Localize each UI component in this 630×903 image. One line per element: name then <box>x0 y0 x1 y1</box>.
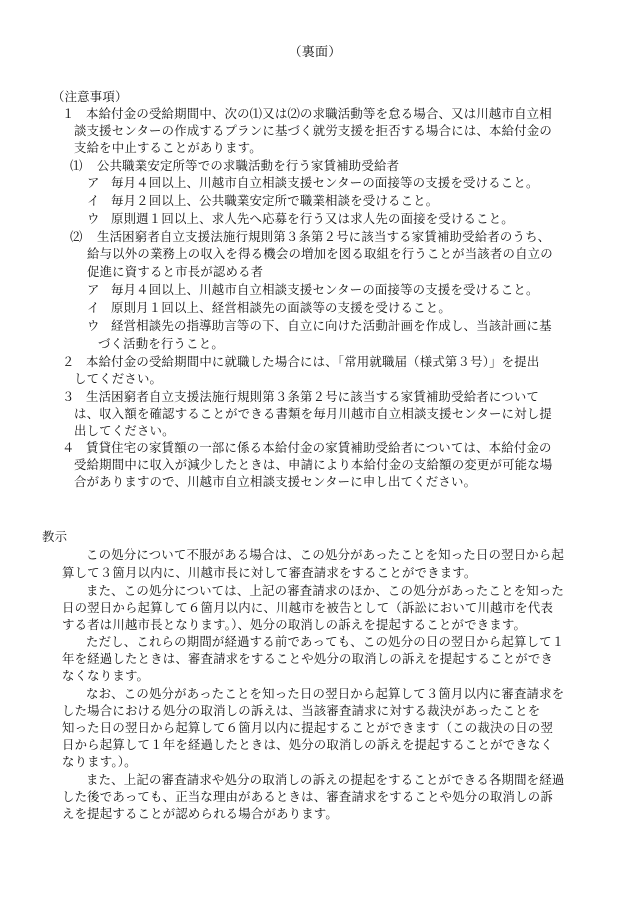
note-4-number: ４ <box>62 440 75 455</box>
note-1-line-3: 支給を中止することがあります。 <box>74 140 262 155</box>
sub-1-line-1: 公共職業安定所等での求職活動を行う家賃補助受給者 <box>97 158 400 173</box>
sub-2-point-a-kana: ア <box>87 282 100 297</box>
instruction-p2-line-3: する者は川越市長となります。）、処分の取消しの訴えを提起することができます。 <box>62 617 527 632</box>
sub-1-point-u-line: 原則週１回以上、求人先へ応募を行う又は求人先の面接を受けること。 <box>111 211 514 226</box>
sub-2-point-a-line: 毎月４回以上、川越市自立相談支援センターの面接等の支援を受けること。 <box>111 282 539 297</box>
sub-1-point-a-line: 毎月４回以上、川越市自立相談支援センターの面接等の支援を受けること。 <box>111 175 539 190</box>
sub-2-line-1: 生活困窮者自立支援法施行規則第３条第２号に該当する家賃補助受給者のうち、 <box>97 229 551 244</box>
sub-2-point-u-kana: ウ <box>87 318 100 333</box>
instruction-p3-line-1: ただし、これらの期間が経過する前であっても、この処分の日の翌日から起算して１ <box>86 634 565 649</box>
note-3-line-1: 生活困窮者自立支援法施行規則第３条第２号に該当する家賃補助受給者について <box>86 389 540 404</box>
note-3-number: ３ <box>62 389 75 404</box>
instruction-p3-line-2: 年を経過したときは、審査請求をすることや処分の取消しの訴えを提起することができ <box>62 651 554 666</box>
instruction-p1-line-2: 算して３箇月以内に、川越市長に対して審査請求をすることができます。 <box>62 565 477 580</box>
sub-1-point-i-kana: イ <box>87 193 100 208</box>
notes-heading: （注意事項） <box>52 89 128 104</box>
sub-2-point-u-line-2: づく活動を行うこと。 <box>98 336 224 351</box>
sub-1-point-u-kana: ウ <box>87 211 100 226</box>
instruction-p4-line-5: なります。）。 <box>62 754 137 769</box>
note-1-number: １ <box>62 106 75 121</box>
sub-1-point-a-kana: ア <box>87 175 100 190</box>
sub-2-point-u-line-1: 経営相談先の指導助言等の下、自立に向けた活動計画を作成し、当該計画に基 <box>111 318 552 333</box>
note-4-line-1: 賃貸住宅の家賃額の一部に係る本給付金の家賃補助受給者については、本給付金の <box>86 440 552 455</box>
instruction-p4-line-2: した場合における処分の取消しの訴えは、当該審査請求に対する裁決があったことを <box>62 703 541 718</box>
sub-2-line-3: 促進に資すると市長が認める者 <box>87 264 264 279</box>
sub-2-point-i-line: 原則月１回以上、経営相談先の面談等の支援を受けること。 <box>111 300 451 315</box>
sub-1-point-i-line: 毎月２回以上、公共職業安定所で職業相談を受けること。 <box>111 193 439 208</box>
sub-2-number: ⑵ <box>70 229 83 244</box>
page-title: （裏面） <box>288 45 342 60</box>
note-4-line-3: 合がありますので、川越市自立相談支援センターに申し出てください。 <box>74 474 477 489</box>
instruction-p5-line-3: えを提起することが認められる場合があります。 <box>62 806 339 821</box>
instruction-p3-line-3: なくなります。 <box>62 668 150 683</box>
instruction-p4-line-3: 知った日の翌日から起算して６箇月以内に提起することができます（この裁決の日の翌 <box>62 720 554 735</box>
note-3-line-3: 出してください。 <box>74 423 175 438</box>
note-2-line-2: してください。 <box>74 371 163 386</box>
note-1-line-1: 本給付金の受給期間中、次の⑴又は⑵の求職活動等を怠る場合、又は川越市自立相 <box>86 106 552 121</box>
instruction-p2-line-1: また、この処分については、上記の審査請求のほか、この処分があったことを知った <box>86 583 565 598</box>
sub-1-number: ⑴ <box>70 158 83 173</box>
instruction-p5-line-2: した後であっても、正当な理由があるときは、審査請求をすることや処分の取消しの訴 <box>62 789 553 804</box>
note-1-line-2: 談支援センターの作成するプランに基づく就労支援を拒否する場合には、本給付金の <box>74 123 552 138</box>
instruction-p5-line-1: また、上記の審査請求や処分の取消しの訴えの提起をすることができる各期間を経過 <box>86 772 565 787</box>
instruction-p4-line-4: 日から起算して１年を経過したときは、処分の取消しの訴えを提起することができなく <box>62 737 554 752</box>
note-2-number: ２ <box>62 354 75 369</box>
note-3-line-2: は、収入額を確認することができる書類を毎月川越市自立相談支援センターに対し提 <box>74 406 552 421</box>
note-2-line-1: 本給付金の受給期間中に就職した場合には、「常用就職届（様式第３号）」を提出 <box>86 354 540 369</box>
instruction-p2-line-2: 日の翌日から起算して６箇月以内に、川越市を被告として（訴訟において川越市を代表 <box>62 600 554 615</box>
sub-2-line-2: 給与以外の業務上の収入を得る機会の増加を図る取組を行うことが当該者の自立の <box>87 246 553 261</box>
instruction-p1-line-1: この処分について不服がある場合は、この処分があったことを知った日の翌日から起 <box>86 547 565 562</box>
note-4-line-2: 受給期間中に収入が減少したときは、申請により本給付金の支給額の変更が可能な場 <box>74 457 553 472</box>
sub-2-point-i-kana: イ <box>87 300 100 315</box>
instruction-p4-line-1: なお、この処分があったことを知った日の翌日から起算して３箇月以内に審査請求を <box>86 686 565 701</box>
instruction-heading: 教示 <box>42 529 68 544</box>
